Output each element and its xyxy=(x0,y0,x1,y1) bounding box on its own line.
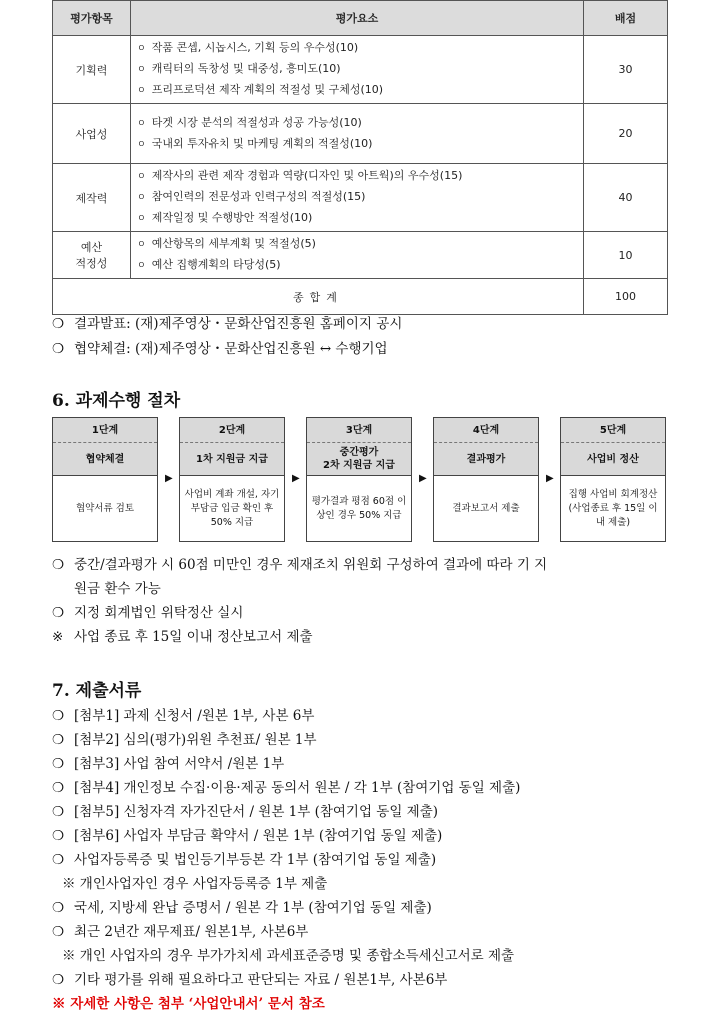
step-stage: 4단계 xyxy=(434,418,538,443)
document-item xyxy=(52,776,520,796)
step-name: 결과평가 xyxy=(434,443,538,475)
document-text: 최근 2년간 재무제표/ 원본1부, 사본6부 xyxy=(74,924,309,940)
criteria-item: ㅇ 참여인력의 전문성과 인력구성의 적절성(15) xyxy=(137,187,577,208)
header-category: 평가항목 xyxy=(53,1,131,36)
step-desc: 집행 사업비 회계정산 (사업종료 후 15일 이내 제출) xyxy=(561,475,665,541)
step-desc: 협약서류 검토 xyxy=(53,475,157,541)
criteria-item: ㅇ 프리프로덕션 제작 계획의 적절성 및 구체성(10) xyxy=(137,80,577,101)
result-text: 결과발표: (재)제주영상・문화산업진흥원 홈페이지 공시 xyxy=(74,316,403,332)
process-step-5 xyxy=(560,417,666,542)
document-text: [첨부4] 개인정보 수집·이용·제공 동의서 원본 / 각 1부 (참여기업 동일 제출) xyxy=(74,780,521,796)
document-text: [첨부3] 사업 참여 서약서 /원본 1부 xyxy=(74,756,285,772)
document-item xyxy=(52,848,436,868)
score-cell: 10 xyxy=(584,232,668,279)
circle-bullet-icon: ❍ xyxy=(52,972,65,988)
category-line: 적정성 xyxy=(75,257,108,270)
circle-bullet-icon: ❍ xyxy=(52,557,65,573)
document-text: 사업자등록증 및 법인등기부등본 각 1부 (참여기업 동일 제출) xyxy=(74,852,437,868)
circle-bullet-icon: ❍ xyxy=(52,756,65,772)
step-name: 1차 지원금 지급 xyxy=(180,443,284,475)
score-cell: 20 xyxy=(584,104,668,164)
total-row xyxy=(53,279,668,315)
document-text: [첨부1] 과제 신청서 /원본 1부, 사본 6부 xyxy=(74,708,315,724)
arrow-right-icon: ▶ xyxy=(546,473,554,484)
step-name xyxy=(307,443,411,475)
document-item xyxy=(52,920,308,940)
table-row xyxy=(53,36,668,104)
document-item xyxy=(52,800,438,820)
category-cell: 기획력 xyxy=(53,36,131,104)
process-note-1 xyxy=(52,553,547,573)
note-text: 지정 회계법인 위탁정산 실시 xyxy=(74,605,244,621)
document-item xyxy=(52,824,442,844)
criteria-cell xyxy=(131,232,584,279)
process-note-3 xyxy=(52,625,313,645)
note-text: 중간/결과평가 시 60점 미만인 경우 제재조치 위원회 구성하여 결과에 따라 기 지 xyxy=(74,557,548,573)
circle-bullet-icon: ❍ xyxy=(52,900,65,916)
step-stage: 3단계 xyxy=(307,418,411,443)
process-step-3 xyxy=(306,417,412,542)
process-note-1-cont: 원금 환수 가능 xyxy=(74,581,161,597)
criteria-item: ㅇ 제작사의 관련 제작 경험과 역량(디자인 및 아트웍)의 우수성(15) xyxy=(137,166,577,187)
score-cell: 30 xyxy=(584,36,668,104)
process-note-2 xyxy=(52,601,243,621)
step-stage: 5단계 xyxy=(561,418,665,443)
document-item xyxy=(52,896,432,916)
document-text: [첨부2] 심의(평가)위원 추천표/ 원본 1부 xyxy=(74,732,317,748)
arrow-right-icon: ▶ xyxy=(419,473,427,484)
criteria-item: ㅇ 작품 콘셉, 시놉시스, 기획 등의 우수성(10) xyxy=(137,38,577,59)
document-text: [첨부5] 신청자격 자가진단서 / 원본 1부 (참여기업 동일 제출) xyxy=(74,804,439,820)
contract-text: 협약체결: (재)제주영상・문화산업진흥원 ↔ 수행기업 xyxy=(74,341,388,357)
circle-bullet-icon: ❍ xyxy=(52,605,65,621)
document-subnote: ※ 개인 사업자의 경우 부가가치세 과세표준증명 및 종합소득세신고서로 제출 xyxy=(62,948,515,964)
document-item xyxy=(52,752,284,772)
criteria-item: ㅇ 예산항목의 세부계획 및 적절성(5) xyxy=(137,234,577,255)
criteria-cell xyxy=(131,104,584,164)
circle-bullet-icon: ❍ xyxy=(52,804,65,820)
contract-info xyxy=(52,337,388,357)
document-text: 국세, 지방세 완납 증명서 / 원본 각 1부 (참여기업 동일 제출) xyxy=(74,900,432,916)
step-desc: 평가결과 평점 60점 이상인 경우 50% 지급 xyxy=(307,475,411,541)
document-text: 기타 평가를 위해 필요하다고 판단되는 자료 / 원본1부, 사본6부 xyxy=(74,972,448,988)
table-row xyxy=(53,164,668,232)
circle-bullet-icon: ❍ xyxy=(52,924,65,940)
step-desc: 결과보고서 제출 xyxy=(434,475,538,541)
table-row xyxy=(53,104,668,164)
category-cell: 제작력 xyxy=(53,164,131,232)
criteria-item: ㅇ 캐릭터의 독창성 및 대중성, 흥미도(10) xyxy=(137,59,577,80)
header-score: 배점 xyxy=(584,1,668,36)
criteria-item: ㅇ 예산 집행계획의 타당성(5) xyxy=(137,255,577,276)
circle-bullet-icon: ❍ xyxy=(52,828,65,844)
score-cell: 40 xyxy=(584,164,668,232)
circle-bullet-icon: ❍ xyxy=(52,708,65,724)
category-line: 예산 xyxy=(80,241,103,254)
table-header-row xyxy=(53,1,668,36)
step-name-line: 중간평가 xyxy=(339,447,379,458)
criteria-cell xyxy=(131,164,584,232)
step-name: 사업비 정산 xyxy=(561,443,665,475)
step-name-line: 2차 지원금 지급 xyxy=(323,460,395,471)
process-step-4 xyxy=(433,417,539,542)
criteria-item: ㅇ 타겟 시장 분석의 적절성과 성공 가능성(10) xyxy=(137,113,577,134)
note-text: 사업 종료 후 15일 이내 정산보고서 제출 xyxy=(74,629,313,645)
circle-bullet-icon: ❍ xyxy=(52,316,65,332)
document-item xyxy=(52,968,447,988)
step-name: 협약체결 xyxy=(53,443,157,475)
section-7-title: 7. 제출서류 xyxy=(52,681,142,701)
process-step-1 xyxy=(52,417,158,542)
criteria-item: ㅇ 국내외 투자유치 및 마케팅 계획의 적절성(10) xyxy=(137,134,577,155)
reference-mark-icon: ※ xyxy=(52,629,64,645)
total-label: 종합계 xyxy=(53,279,584,315)
arrow-right-icon: ▶ xyxy=(292,473,300,484)
criteria-item: ㅇ 제작일정 및 수행방안 적절성(10) xyxy=(137,208,577,229)
table-row xyxy=(53,232,668,279)
circle-bullet-icon: ❍ xyxy=(52,780,65,796)
criteria-cell xyxy=(131,36,584,104)
document-item xyxy=(52,704,314,724)
step-stage: 1단계 xyxy=(53,418,157,443)
circle-bullet-icon: ❍ xyxy=(52,341,65,357)
document-text: [첨부6] 사업자 부담금 확약서 / 원본 1부 (참여기업 동일 제출) xyxy=(74,828,443,844)
reference-notice: ※ 자세한 사항은 첨부 ‘사업안내서’ 문서 참조 xyxy=(52,996,325,1012)
result-announcement xyxy=(52,312,402,332)
circle-bullet-icon: ❍ xyxy=(52,852,65,868)
category-cell xyxy=(53,232,131,279)
total-score: 100 xyxy=(584,279,668,315)
step-desc: 사업비 계좌 개설, 자기부담금 입금 확인 후 50% 지급 xyxy=(180,475,284,541)
document-subnote: ※ 개인사업자인 경우 사업자등록증 1부 제출 xyxy=(62,876,328,892)
evaluation-table xyxy=(52,0,668,315)
step-stage: 2단계 xyxy=(180,418,284,443)
arrow-right-icon: ▶ xyxy=(165,473,173,484)
document-item xyxy=(52,728,317,748)
process-step-2 xyxy=(179,417,285,542)
category-cell: 사업성 xyxy=(53,104,131,164)
circle-bullet-icon: ❍ xyxy=(52,732,65,748)
header-criteria: 평가요소 xyxy=(131,1,584,36)
section-6-title: 6. 과제수행 절차 xyxy=(52,391,181,411)
